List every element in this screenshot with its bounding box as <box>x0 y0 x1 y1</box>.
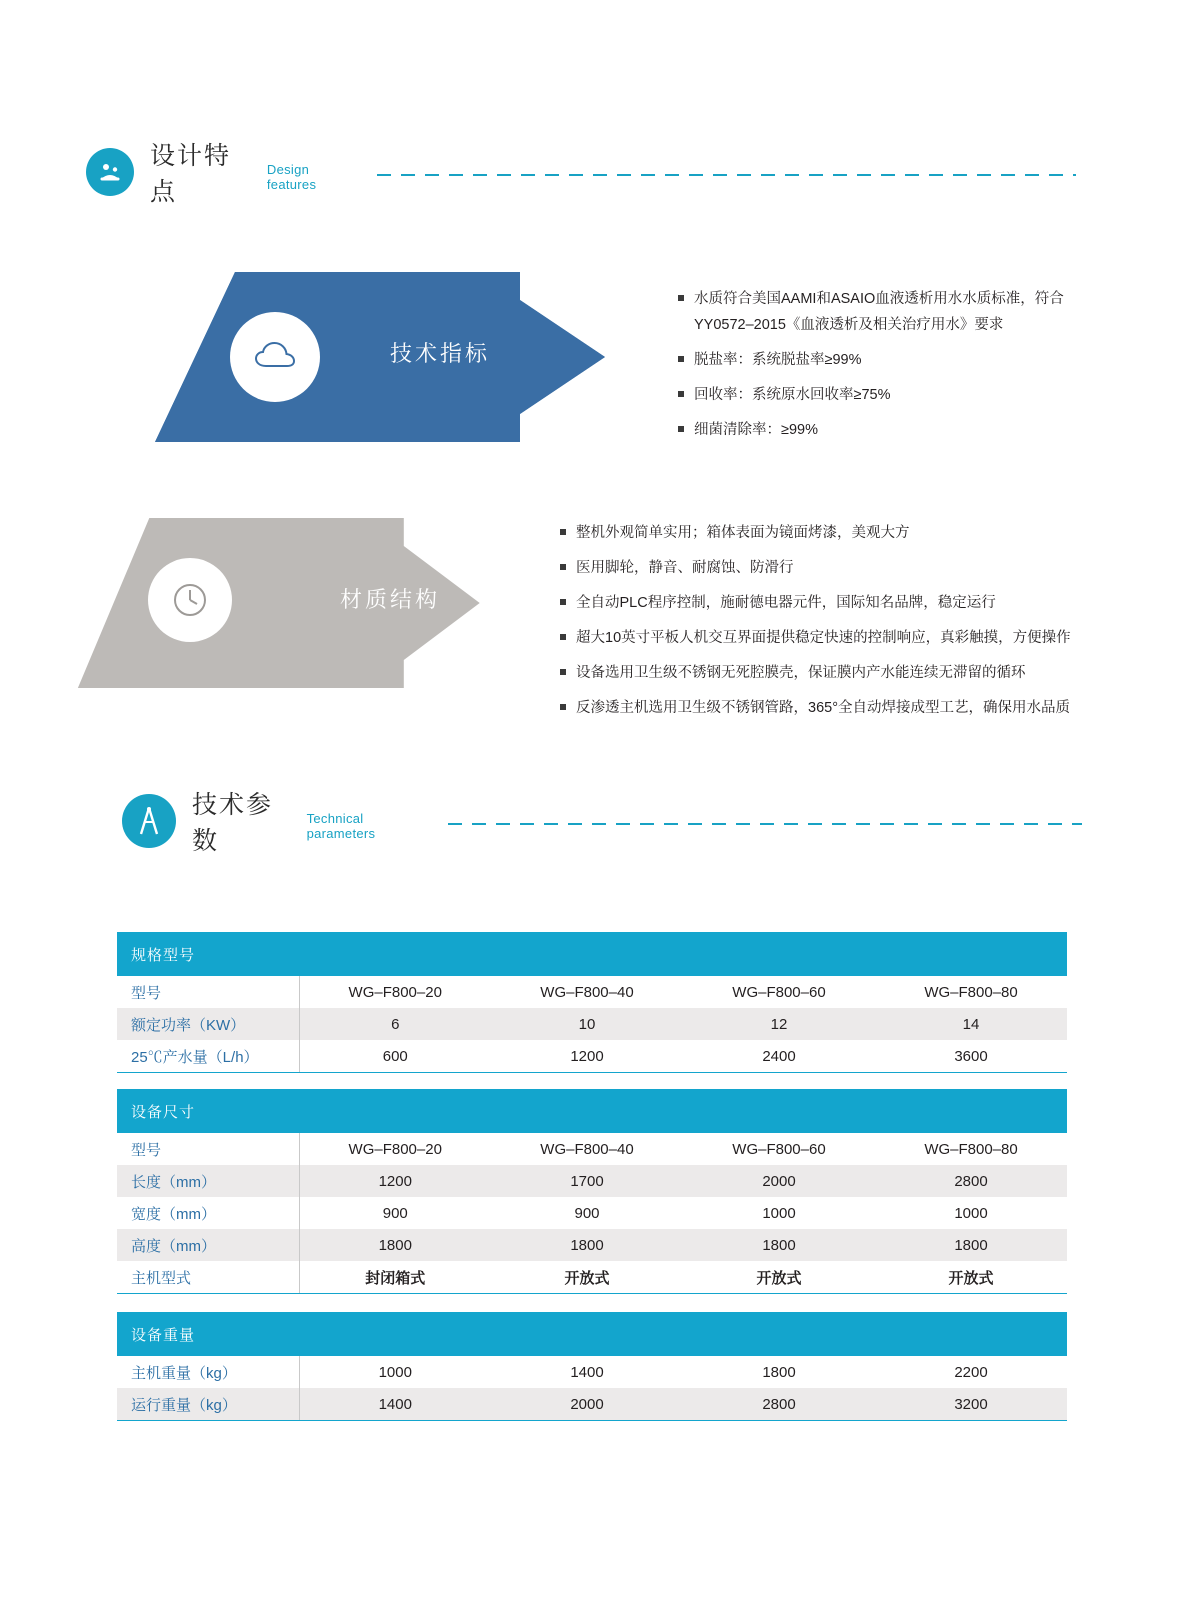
cell: WG–F800–60 <box>683 976 875 1008</box>
table-row <box>117 1229 1067 1261</box>
cell: 1800 <box>491 1229 683 1261</box>
table-title: 设备重量 <box>117 1312 1067 1356</box>
bullet-text: 细菌清除率：≥99% <box>694 422 818 438</box>
row-label: 额定功率（KW） <box>117 1008 299 1040</box>
cell: 2200 <box>875 1356 1067 1388</box>
list-item <box>678 312 1118 338</box>
cell: WG–F800–80 <box>875 976 1067 1008</box>
bullet-text: 回收率：系统原水回收率≥75% <box>694 387 891 403</box>
table-row <box>117 1388 1067 1421</box>
table-header-row <box>117 932 1067 976</box>
cell: 1400 <box>491 1356 683 1388</box>
row-label: 25℃产水量（L/h） <box>117 1040 299 1073</box>
list-item <box>560 555 1130 581</box>
cell: 1000 <box>875 1197 1067 1229</box>
bullet-square-icon <box>560 704 566 710</box>
arrow-label-material-structure: 材质结构 <box>340 587 441 612</box>
cell: 2800 <box>683 1388 875 1421</box>
bullet-text: 脱盐率：系统脱盐率≥99% <box>694 352 862 368</box>
row-label: 主机重量（kg） <box>117 1356 299 1388</box>
bullet-square-icon <box>560 564 566 570</box>
cell: 1800 <box>875 1229 1067 1261</box>
cell: 2400 <box>683 1040 875 1073</box>
table-title: 规格型号 <box>117 932 1067 976</box>
list-item <box>678 347 1118 373</box>
cell: 14 <box>875 1008 1067 1040</box>
bullet-square-icon <box>560 599 566 605</box>
row-label: 主机型式 <box>117 1261 299 1294</box>
cell: 1800 <box>299 1229 491 1261</box>
table-header-row <box>117 1312 1067 1356</box>
section-title-cn: 设计特点 <box>150 142 232 206</box>
compass-icon <box>122 794 176 848</box>
cell: 6 <box>299 1008 491 1040</box>
bullet-list-technical-index <box>678 286 1118 452</box>
cell: WG–F800–80 <box>875 1133 1067 1165</box>
row-label: 运行重量（kg） <box>117 1388 299 1421</box>
header-dashed-rule <box>448 823 1082 825</box>
cell: 封闭箱式 <box>299 1261 491 1294</box>
arrow-label-technical-index: 技术指标 <box>390 341 491 366</box>
cell: 开放式 <box>491 1261 683 1294</box>
cell: 900 <box>299 1197 491 1229</box>
bullet-text: 超大10英寸平板人机交互界面提供稳定快速的控制响应，真彩触摸，方便操作 <box>576 630 1071 646</box>
badge-circle-clock <box>148 558 232 642</box>
cell: 1700 <box>491 1165 683 1197</box>
cell: 12 <box>683 1008 875 1040</box>
cell: 1800 <box>683 1229 875 1261</box>
row-label: 长度（mm） <box>117 1165 299 1197</box>
header-dashed-rule <box>377 174 1076 176</box>
table-row <box>117 1040 1067 1073</box>
table-equipment-weight <box>117 1312 1067 1421</box>
cell: WG–F800–40 <box>491 976 683 1008</box>
bullet-square-icon <box>678 356 684 362</box>
cell: 1000 <box>299 1356 491 1388</box>
bullet-square-icon <box>560 634 566 640</box>
table-row <box>117 1008 1067 1040</box>
bullet-square-icon <box>678 295 684 301</box>
section-title-en: Design features <box>266 162 317 192</box>
bullet-text: 医用脚轮，静音、耐腐蚀、防滑行 <box>576 560 794 576</box>
table-row <box>117 976 1067 1008</box>
cell: 开放式 <box>875 1261 1067 1294</box>
cell: 1200 <box>491 1040 683 1073</box>
bullet-text: 设备选用卫生级不锈钢无死腔膜壳，保证膜内产水能连续无滞留的循环 <box>576 665 1026 681</box>
table-title: 设备尺寸 <box>117 1089 1067 1133</box>
table-equipment-dimensions <box>117 1089 1067 1294</box>
list-item <box>678 286 1118 312</box>
arrow-banner-technical-index <box>135 272 615 442</box>
table-row <box>117 1165 1067 1197</box>
list-item <box>560 625 1130 651</box>
list-item <box>560 660 1130 686</box>
row-label: 宽度（mm） <box>117 1197 299 1229</box>
cell: 1200 <box>299 1165 491 1197</box>
section-title-cn: 技术参数 <box>192 791 274 855</box>
cell: 3600 <box>875 1040 1067 1073</box>
cell: 1800 <box>683 1356 875 1388</box>
table-row <box>117 1133 1067 1165</box>
cell: WG–F800–60 <box>683 1133 875 1165</box>
bullet-square-icon <box>560 669 566 675</box>
table-row <box>117 1261 1067 1294</box>
bullet-text: 全自动PLC程序控制，施耐德电器元件，国际知名品牌，稳定运行 <box>576 595 996 611</box>
bullet-square-icon <box>560 529 566 535</box>
bullet-text: 反渗透主机选用卫生级不锈钢管路，365°全自动焊接成型工艺，确保用水品质 <box>576 700 1070 716</box>
clock-icon <box>169 579 211 621</box>
bullet-text: 水质符合美国AAMI和ASAIO血液透析用水水质标准，符合 <box>694 291 1064 307</box>
arrow-banner-material-structure <box>60 518 480 688</box>
cell: 2000 <box>491 1388 683 1421</box>
bullet-text: YY0572–2015《血液透析及相关治疗用水》要求 <box>694 317 1004 333</box>
row-label: 型号 <box>117 1133 299 1165</box>
cell: 1400 <box>299 1388 491 1421</box>
cell: 900 <box>491 1197 683 1229</box>
bullet-spacer-icon <box>678 321 684 327</box>
row-label: 高度（mm） <box>117 1229 299 1261</box>
bullet-text: 整机外观简单实用；箱体表面为镜面烤漆，美观大方 <box>576 525 910 541</box>
list-item <box>560 590 1130 616</box>
badge-circle-cloud <box>230 312 320 402</box>
cell: 开放式 <box>683 1261 875 1294</box>
bullet-square-icon <box>678 426 684 432</box>
section-header-technical-parameters <box>122 785 1082 857</box>
list-item <box>560 520 1130 546</box>
section-title-en: Technical parameters <box>306 811 376 841</box>
cell: 3200 <box>875 1388 1067 1421</box>
molecule-icon <box>86 148 134 196</box>
table-row <box>117 1197 1067 1229</box>
cell: 600 <box>299 1040 491 1073</box>
cloud-icon <box>253 340 297 374</box>
table-row <box>117 1356 1067 1388</box>
cell: WG–F800–20 <box>299 1133 491 1165</box>
cell: WG–F800–20 <box>299 976 491 1008</box>
cell: 2800 <box>875 1165 1067 1197</box>
table-specification-model <box>117 932 1067 1073</box>
table-header-row <box>117 1089 1067 1133</box>
bullet-list-material-structure <box>560 520 1130 730</box>
list-item <box>678 382 1118 408</box>
bullet-square-icon <box>678 391 684 397</box>
section-header-design-features <box>86 136 1076 208</box>
row-label: 型号 <box>117 976 299 1008</box>
cell: WG–F800–40 <box>491 1133 683 1165</box>
list-item <box>678 417 1118 443</box>
cell: 2000 <box>683 1165 875 1197</box>
cell: 10 <box>491 1008 683 1040</box>
cell: 1000 <box>683 1197 875 1229</box>
list-item <box>560 695 1130 721</box>
